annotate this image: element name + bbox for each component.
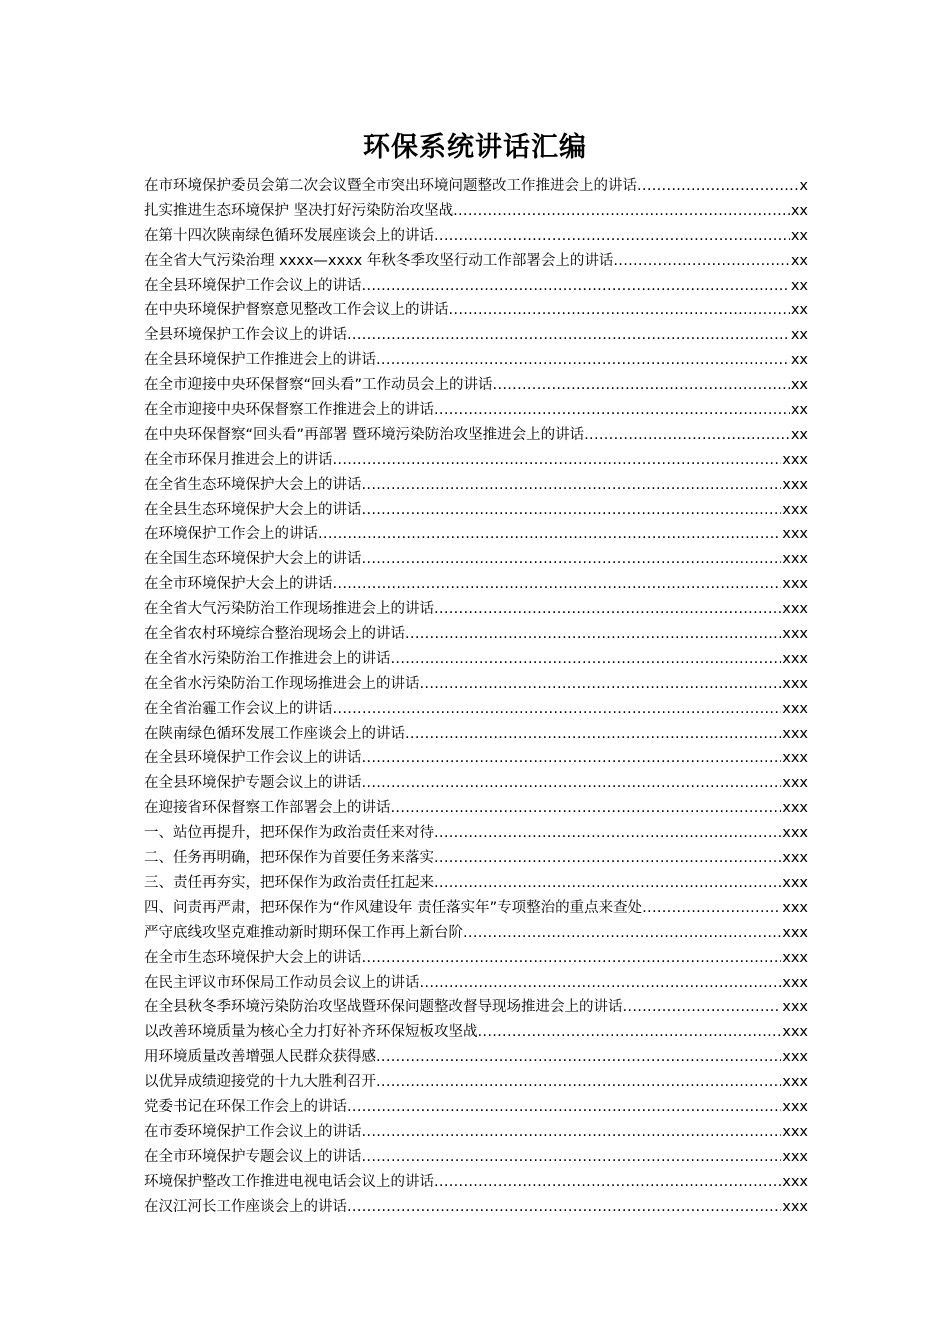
toc-entry[interactable]	[144, 547, 808, 572]
toc-entry-title: 在全省大气污染防治工作现场推进会上的讲话	[144, 601, 434, 618]
toc-entry[interactable]	[144, 323, 808, 348]
toc-entry-page-number: xx	[790, 402, 808, 419]
toc-entry-page-number: xxx	[782, 501, 808, 518]
toc-dot-leader	[333, 448, 782, 473]
toc-entry[interactable]	[144, 622, 808, 647]
toc-entry[interactable]	[144, 423, 808, 448]
toc-dot-leader	[637, 174, 798, 199]
toc-entry-title: 在迎接省环保督察工作部署会上的讲话	[144, 800, 391, 817]
toc-entry-page-number: xxx	[782, 675, 808, 692]
toc-entry[interactable]	[144, 274, 808, 299]
toc-entry[interactable]	[144, 771, 808, 796]
toc-dot-leader	[434, 846, 781, 871]
toc-dot-leader	[453, 199, 790, 224]
toc-entry-title: 在市委环境保护工作会议上的讲话	[144, 1123, 362, 1140]
toc-entry-page-number: xxx	[782, 750, 808, 767]
toc-dot-leader	[362, 746, 782, 771]
toc-entry-title: 在陕南绿色循环发展工作座谈会上的讲话	[144, 725, 405, 742]
toc-entry[interactable]	[144, 1145, 808, 1170]
toc-dot-leader	[434, 821, 781, 846]
toc-entry[interactable]	[144, 1195, 808, 1220]
toc-entry-page-number: xxx	[782, 924, 808, 941]
toc-entry[interactable]	[144, 921, 808, 946]
toc-entry[interactable]	[144, 846, 808, 871]
toc-entry-title: 在第十四次陕南绿色循环发展座谈会上的讲话	[144, 227, 434, 244]
toc-entry-title: 全县环境保护工作会议上的讲话	[144, 327, 347, 344]
toc-entry-page-number: xxx	[782, 1049, 808, 1066]
toc-dot-leader	[391, 796, 782, 821]
toc-entry-page-number: xx	[790, 327, 808, 344]
toc-dot-leader	[362, 498, 782, 523]
toc-dot-leader	[362, 274, 790, 299]
toc-entry[interactable]	[144, 597, 808, 622]
toc-dot-leader	[642, 896, 781, 921]
toc-entry-title: 在环境保护工作会上的讲话	[144, 526, 318, 543]
toc-entry[interactable]	[144, 1070, 808, 1095]
toc-entry[interactable]	[144, 199, 808, 224]
toc-entry-title: 以改善环境质量为核心全力打好补齐环保短板攻坚战	[144, 1024, 478, 1041]
toc-entry[interactable]	[144, 946, 808, 971]
toc-entry-page-number: xxx	[782, 451, 808, 468]
toc-entry-page-number: xx	[790, 426, 808, 443]
toc-entry-page-number: xx	[790, 202, 808, 219]
toc-entry-page-number: xx	[790, 252, 808, 269]
toc-entry-title: 在全省水污染防治工作现场推进会上的讲话	[144, 675, 420, 692]
toc-entry-page-number: xx	[790, 277, 808, 294]
toc-entry[interactable]	[144, 995, 808, 1020]
document-title: 环保系统讲话汇编	[363, 132, 587, 163]
toc-entry[interactable]	[144, 746, 808, 771]
toc-entry-page-number: xxx	[782, 1123, 808, 1140]
toc-entry-page-number: xx	[790, 227, 808, 244]
toc-dot-leader	[434, 871, 781, 896]
toc-entry-page-number: xx	[790, 377, 808, 394]
toc-entry-page-number: xxx	[782, 1074, 808, 1091]
toc-dot-leader	[362, 946, 782, 971]
toc-dot-leader	[420, 672, 782, 697]
toc-entry-title: 在中央环境保护督察意见整改工作会议上的讲话	[144, 302, 449, 319]
toc-entry[interactable]	[144, 1170, 808, 1195]
toc-entry-title: 在中央环保督察“回头看”再部署 暨环境污染防治攻坚推进会上的讲话	[144, 426, 585, 443]
toc-entry-title: 在全市环境保护大会上的讲话	[144, 576, 333, 593]
toc-dot-leader	[362, 473, 782, 498]
toc-entry-title: 在全省生态环境保护大会上的讲话	[144, 476, 362, 493]
toc-dot-leader	[376, 1045, 781, 1070]
toc-entry-page-number: xxx	[782, 650, 808, 667]
toc-entry-title: 在市环境保护委员会第二次会议暨全市突出环境问题整改工作推进会上的讲话	[144, 178, 637, 194]
toc-entry[interactable]	[144, 473, 808, 498]
toc-entry[interactable]	[144, 522, 808, 547]
toc-dot-leader	[347, 1195, 781, 1220]
toc-entry-title: 扎实推进生态环境保护 坚决打好污染防治攻坚战	[144, 202, 454, 219]
toc-entry-title: 在全县环境保护专题会议上的讲话	[144, 775, 362, 792]
toc-entry-page-number: xxx	[782, 825, 808, 842]
toc-dot-leader	[434, 597, 781, 622]
toc-entry[interactable]	[144, 498, 808, 523]
toc-dot-leader	[333, 572, 782, 597]
toc-entry-title: 环境保护整改工作推进电视电话会议上的讲话	[144, 1173, 434, 1190]
toc-entry[interactable]	[144, 174, 808, 199]
toc-entry-title: 在全县生态环境保护大会上的讲话	[144, 501, 362, 518]
toc-entry-page-number: xxx	[782, 1173, 808, 1190]
toc-entry-title: 在全县秋冬季环境污染防治攻坚战暨环保问题整改督导现场推进会上的讲话	[144, 999, 623, 1016]
toc-entry-title: 在汉江河长工作座谈会上的讲话	[144, 1198, 347, 1215]
toc-entry-page-number: xxx	[782, 874, 808, 891]
toc-dot-leader	[318, 522, 781, 547]
toc-entry[interactable]	[144, 448, 808, 473]
toc-dot-leader	[333, 697, 782, 722]
toc-entry-title: 在全市环保月推进会上的讲话	[144, 451, 333, 468]
toc-entry-page-number: xx	[790, 352, 808, 369]
toc-entry-page-number: xxx	[782, 974, 808, 991]
toc-dot-leader	[376, 1070, 781, 1095]
toc-entry-page-number: xxx	[782, 800, 808, 817]
toc-entry-page-number: xxx	[782, 1198, 808, 1215]
toc-entry-title: 在民主评议市环保局工作动员会议上的讲话	[144, 974, 420, 991]
toc-dot-leader	[362, 547, 782, 572]
toc-entry-page-number: x	[799, 178, 808, 194]
toc-entry-page-number: xxx	[782, 476, 808, 493]
toc-entry-title: 二、任务再明确，把环保作为首要任务来落实	[144, 850, 434, 867]
toc-entry-page-number: xx	[790, 302, 808, 319]
toc-entry-title: 以优异成绩迎接党的十九大胜利召开	[144, 1074, 376, 1091]
toc-entry[interactable]	[144, 871, 808, 896]
toc-entry-title: 四、问责再严肃，把环保作为“作风建设年 责任落实年”专项整治的重点来查处	[144, 899, 643, 916]
toc-entry-title: 严守底线攻坚克难推动新时期环保工作再上新台阶	[144, 924, 463, 941]
toc-entry-title: 一、站位再提升，把环保作为政治责任来对待	[144, 825, 434, 842]
toc-entry-title: 党委书记在环保工作会上的讲话	[144, 1098, 347, 1115]
toc-entry-page-number: xxx	[782, 700, 808, 717]
toc-dot-leader	[376, 348, 790, 373]
toc-entry-page-number: xxx	[782, 1148, 808, 1165]
toc-entry-title: 在全市生态环境保护大会上的讲话	[144, 949, 362, 966]
toc-entry[interactable]	[144, 971, 808, 996]
toc-dot-leader	[434, 398, 790, 423]
toc-entry-title: 在全省大气污染治理 xxxx—xxxx 年秋冬季攻坚行动工作部署会上的讲话	[144, 252, 614, 269]
toc-dot-leader	[391, 647, 782, 672]
toc-entry-page-number: xxx	[782, 576, 808, 593]
toc-entry-page-number: xxx	[782, 899, 808, 916]
toc-entry[interactable]	[144, 224, 808, 249]
table-of-contents	[144, 174, 808, 1219]
toc-dot-leader	[463, 921, 781, 946]
toc-entry-page-number: xxx	[782, 1024, 808, 1041]
toc-entry[interactable]	[144, 249, 808, 274]
toc-dot-leader	[420, 971, 782, 996]
toc-entry[interactable]	[144, 647, 808, 672]
toc-entry[interactable]	[144, 373, 808, 398]
toc-entry[interactable]	[144, 1120, 808, 1145]
toc-entry-page-number: xxx	[782, 999, 808, 1016]
toc-entry-title: 在全省农村环境综合整治现场会上的讲话	[144, 626, 405, 643]
toc-entry[interactable]	[144, 722, 808, 747]
toc-entry-page-number: xxx	[782, 775, 808, 792]
toc-entry-page-number: xxx	[782, 850, 808, 867]
toc-entry-title: 在全市迎接中央环保督察工作推进会上的讲话	[144, 402, 434, 419]
toc-entry-page-number: xxx	[782, 949, 808, 966]
toc-dot-leader	[362, 1120, 782, 1145]
toc-entry[interactable]	[144, 697, 808, 722]
toc-entry-title: 在全市环境保护专题会议上的讲话	[144, 1148, 362, 1165]
toc-dot-leader	[347, 1095, 781, 1120]
toc-entry[interactable]	[144, 796, 808, 821]
toc-entry[interactable]	[144, 821, 808, 846]
toc-dot-leader	[434, 1170, 781, 1195]
toc-dot-leader	[584, 423, 790, 448]
toc-entry[interactable]	[144, 672, 808, 697]
toc-entry-title: 在全省水污染防治工作推进会上的讲话	[144, 650, 391, 667]
toc-entry-title: 用环境质量改善增强人民群众获得感	[144, 1049, 376, 1066]
toc-entry[interactable]	[144, 398, 808, 423]
toc-dot-leader	[623, 995, 782, 1020]
toc-entry-title: 在全省治霾工作会议上的讲话	[144, 700, 333, 717]
toc-dot-leader	[493, 373, 790, 398]
toc-entry-page-number: xxx	[782, 725, 808, 742]
toc-entry-title: 在全国生态环境保护大会上的讲话	[144, 551, 362, 568]
toc-entry-title: 三、责任再夯实，把环保作为政治责任扛起来	[144, 874, 434, 891]
toc-entry-page-number: xxx	[782, 1098, 808, 1115]
toc-dot-leader	[449, 298, 790, 323]
toc-entry-page-number: xxx	[782, 626, 808, 643]
toc-entry[interactable]	[144, 1095, 808, 1120]
toc-entry[interactable]	[144, 348, 808, 373]
toc-entry-page-number: xxx	[782, 601, 808, 618]
toc-entry-page-number: xxx	[782, 526, 808, 543]
toc-entry-title: 在全县环境保护工作推进会上的讲话	[144, 352, 376, 369]
toc-entry[interactable]	[144, 1020, 808, 1045]
toc-entry-title: 在全县环境保护工作会议上的讲话	[144, 750, 362, 767]
toc-dot-leader	[613, 249, 789, 274]
toc-dot-leader	[362, 771, 782, 796]
toc-dot-leader	[405, 722, 781, 747]
toc-entry[interactable]	[144, 298, 808, 323]
toc-dot-leader	[478, 1020, 782, 1045]
toc-dot-leader	[434, 224, 790, 249]
toc-dot-leader	[362, 1145, 782, 1170]
toc-entry-title: 在全市迎接中央环保督察“回头看”工作动员会上的讲话	[144, 377, 493, 394]
toc-dot-leader	[347, 323, 790, 348]
toc-entry[interactable]	[144, 896, 808, 921]
toc-entry[interactable]	[144, 1045, 808, 1070]
toc-entry-title: 在全县环境保护工作会议上的讲话	[144, 277, 362, 294]
toc-dot-leader	[405, 622, 781, 647]
toc-entry[interactable]	[144, 572, 808, 597]
toc-entry-page-number: xxx	[782, 551, 808, 568]
